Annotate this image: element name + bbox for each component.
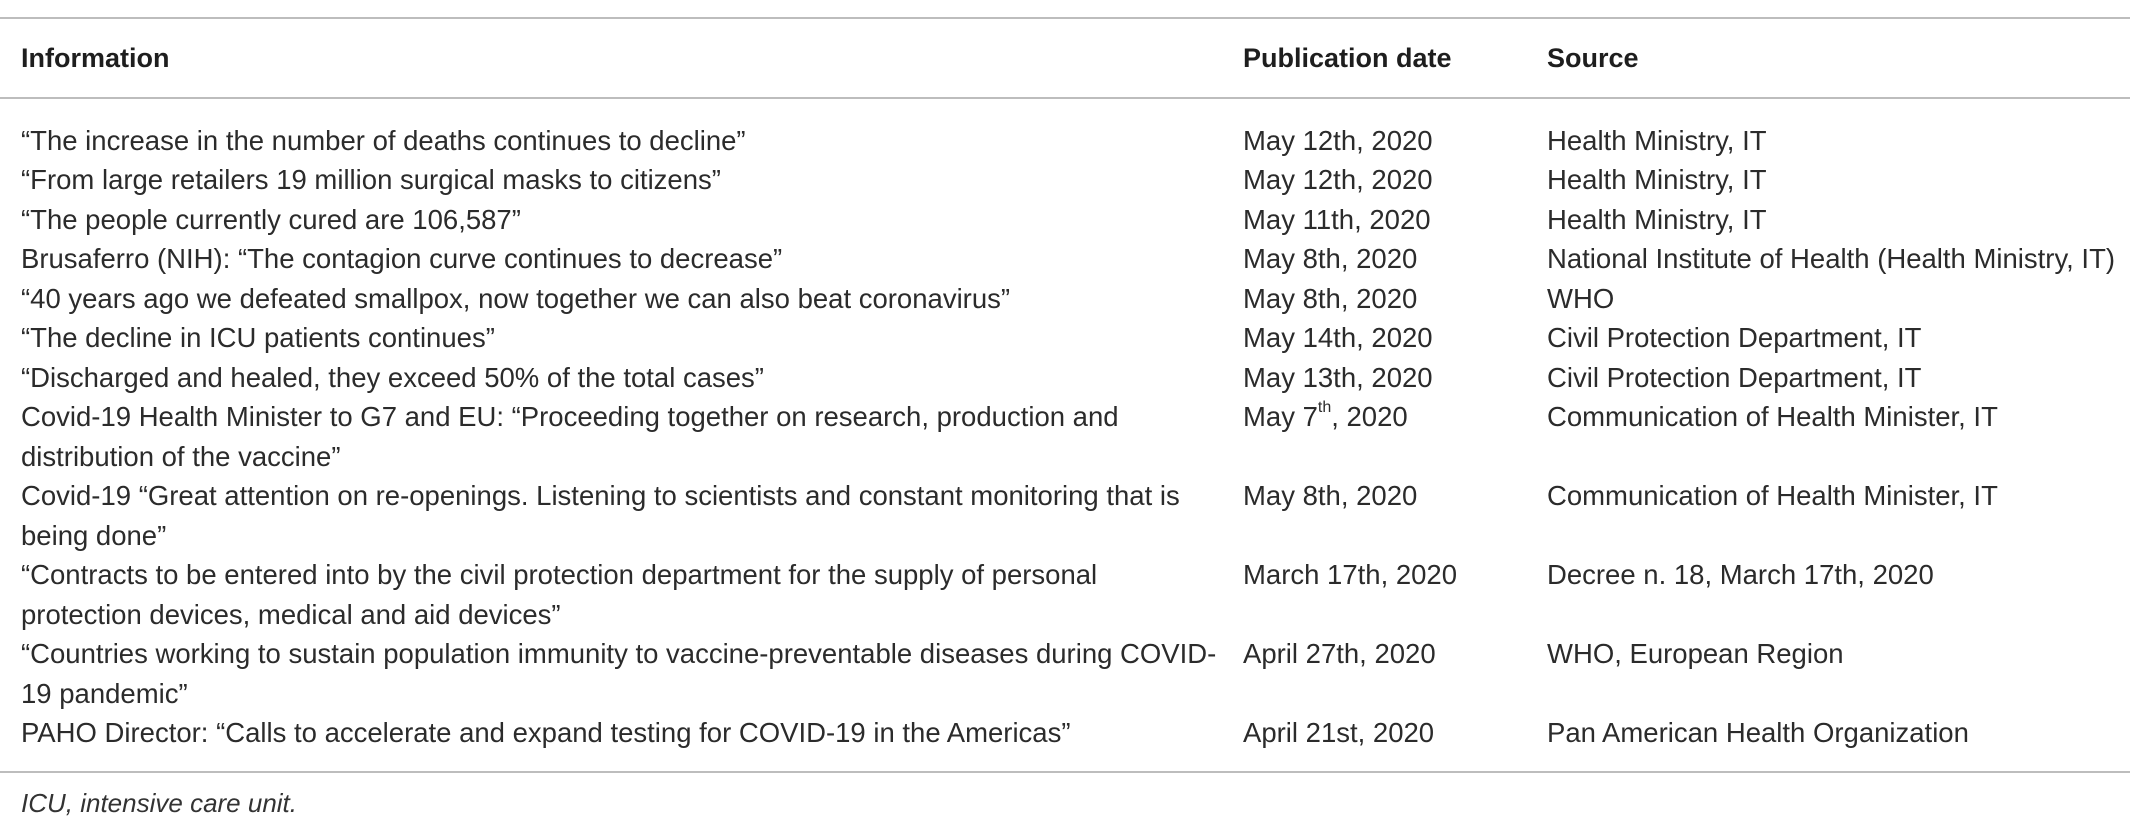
cell-source: Communication of Health Minister, IT bbox=[1547, 480, 1998, 511]
cell-date: May 8th, 2020 bbox=[1243, 283, 1418, 314]
cell-source: Health Ministry, IT bbox=[1547, 125, 1767, 156]
table-top-rule bbox=[0, 17, 2130, 19]
header-source: Source bbox=[1547, 43, 1639, 73]
cell-information: “From large retailers 19 million surgical masks to citizens” bbox=[21, 164, 721, 195]
date-suffix: , 2020 bbox=[1331, 401, 1408, 432]
cell-source: Pan American Health Organization bbox=[1547, 717, 1969, 748]
cell-information: “The increase in the number of deaths continues to decline” bbox=[21, 125, 746, 156]
cell-source: Communication of Health Minister, IT bbox=[1547, 401, 1998, 432]
cell-information: PAHO Director: “Calls to accelerate and expand testing for COVID-19 in the Americas” bbox=[21, 717, 1071, 748]
date-prefix: May 7 bbox=[1243, 401, 1318, 432]
cell-information: “The decline in ICU patients continues” bbox=[21, 322, 495, 353]
cell-source: Decree n. 18, March 17th, 2020 bbox=[1547, 559, 1934, 590]
cell-date: May 11th, 2020 bbox=[1243, 204, 1431, 235]
cell-information: Covid-19 “Great attention on re-openings. Listening to scientists and constant monitoring that is being done” bbox=[21, 480, 1180, 551]
cell-date: April 27th, 2020 bbox=[1243, 638, 1436, 669]
header-information: Information bbox=[21, 43, 170, 73]
cell-source: WHO, European Region bbox=[1547, 638, 1844, 669]
cell-information: “Countries working to sustain population immunity to vaccine-preventable diseases during COVID-19 pandemic” bbox=[21, 638, 1217, 709]
cell-date: May 14th, 2020 bbox=[1243, 322, 1433, 353]
cell-source: Health Ministry, IT bbox=[1547, 164, 1767, 195]
cell-source: WHO bbox=[1547, 283, 1615, 314]
cell-information: “Contracts to be entered into by the civil protection department for the supply of personal protection devices, medical and aid devices” bbox=[21, 559, 1098, 630]
cell-date: May 12th, 2020 bbox=[1243, 164, 1433, 195]
date-ordinal-suffix: th bbox=[1317, 398, 1332, 416]
cell-date: May 8th, 2020 bbox=[1243, 243, 1418, 274]
cell-source: Health Ministry, IT bbox=[1547, 204, 1767, 235]
cell-information: “40 years ago we defeated smallpox, now together we can also beat coronavirus” bbox=[21, 283, 1011, 314]
cell-date: May 12th, 2020 bbox=[1243, 125, 1433, 156]
cell-information: Covid-19 Health Minister to G7 and EU: “Proceeding together on research, production and distribution of the vaccine” bbox=[21, 401, 1119, 472]
cell-information: Brusaferro (NIH): “The contagion curve continues to decrease” bbox=[21, 243, 783, 274]
cell-date bbox=[1243, 397, 1408, 437]
cell-source: National Institute of Health (Health Ministry, IT) bbox=[1547, 243, 2116, 274]
cell-source: Civil Protection Department, IT bbox=[1547, 322, 1922, 353]
cell-date: March 17th, 2020 bbox=[1243, 559, 1458, 590]
header-rule bbox=[0, 97, 2130, 99]
cell-information: “The people currently cured are 106,587” bbox=[21, 204, 521, 235]
cell-date: May 8th, 2020 bbox=[1243, 480, 1418, 511]
table-footnote: ICU, intensive care unit. bbox=[21, 788, 298, 818]
table-bottom-rule bbox=[0, 771, 2130, 773]
cell-source: Civil Protection Department, IT bbox=[1547, 362, 1922, 393]
cell-date: May 13th, 2020 bbox=[1243, 362, 1433, 393]
header-publication-date: Publication date bbox=[1243, 43, 1452, 73]
cell-information: “Discharged and healed, they exceed 50% of the total cases” bbox=[21, 362, 764, 393]
cell-date: April 21st, 2020 bbox=[1243, 717, 1435, 748]
